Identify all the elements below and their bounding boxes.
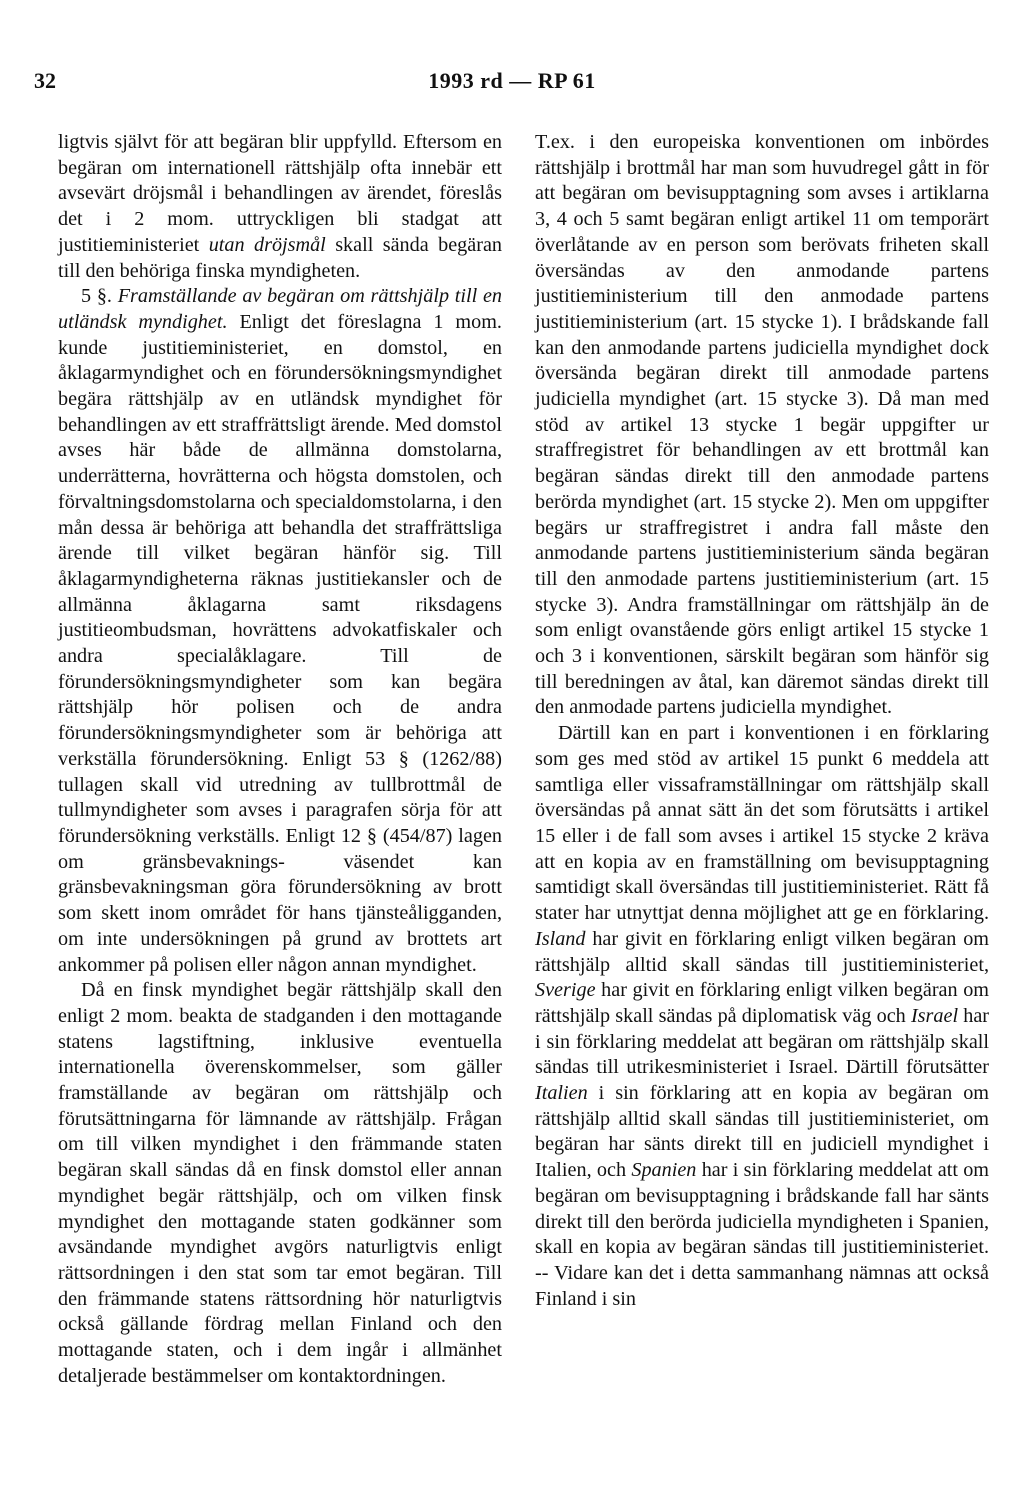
text-segment: har i sin förklaring meddelat att om begäran om bevisupptagning i brådskande fall har sänts direkt till den berörda judiciella myndigheten i Spanien, skall en kopia av begäran sändas till justitieministeriet. -- Vidare kan det i detta sammanhang nämnas att också Finland i sin (535, 1159, 990, 1310)
country-island: Island (535, 927, 586, 950)
country-spanien: Spanien (631, 1159, 697, 1182)
right-column (535, 130, 989, 1312)
text-segment: har givit en förklaring enligt vilken begäran om rättshjälp skall sändas på diplomatisk väg och (535, 979, 990, 1027)
left-column (58, 130, 502, 1389)
text-segment: i sin förklaring att en kopia av begäran om rättshjälp alltid skall sändas till justitieministeriet, om begäran har sänts direkt till en judiciell myndighet i Italien, och (535, 1082, 989, 1182)
country-israel: Israel (910, 1004, 959, 1027)
text-segment: Därtill kan en part i konventionen i en förklaring som ges med stöd av artikel 15 punkt 6 meddela att samtliga eller vissaframställningar om rättshjälp skall översändas på annat sätt än det som förutsätts i artikel 15 eller i de fall som avses i artikel 15 stycke 2 kräva att en kopia av en framställning om bevisupptagning samtidigt skall översändas till justitieministeriet. Rätt få stater har utnyttjat denna möjlighet att ge en förklaring. (535, 722, 989, 925)
left-paragraph-3: Då en finsk myndighet begär rättshjälp skall den enligt 2 mom. beakta de stadganden i den mottagande statens lagstiftning, inklusive eventuella internationella överenskommelser, som gäller framställande av begäran om rättshjälp och förutsättningarna för lämnande av rättshjälp. Frågan om till vilken myndighet i den främmande staten begäran skall sändas då en finsk domstol eller annan myndighet begär rättshjälp, och om vilken finsk myndighet den mottagande staten godkänner som avsändande myndighet avgörs naturligtvis enligt rättsordningen i den stat som tar emot begäran. Till den främmande statens rättsordning hör naturligtvis också gällande fördrag mellan Finland och den mottagande staten, och i dem ingår i allmänhet detaljerade bestämmelser om kontaktordningen. (58, 979, 502, 1387)
left-paragraph-1 (58, 130, 502, 284)
page-number: 32 (34, 68, 56, 93)
right-paragraph-1: T.ex. i den europeiska konventionen om inbördes rättshjälp i brottmål har man som huvudregel gått in för att begäran om bevisupptagning som avses i artiklarna 3, 4 och 5 samt begäran enligt artikel 11 om temporärt överlåtande av en person som berövats friheten skall översändas av den anmodande partens justitieministerium till den anmodade partens justitieministerium (art. 15 stycke 1). I brådskande fall kan den anmodande partens judiciella myndighet dock översända begäran direkt till anmodade partens judiciella myndighet (art. 15 stycke 3). Då man med stöd av artikel 13 stycke 1 begär uppgifter ur straffregistret för behandlingen av ett brottmål kan begäran sändas direkt till den anmodade partens berörda myndighet (art. 15 stycke 2). Men om uppgifter begärs ur straffregistret i andra fall måste den anmodande partens justitieministerium sända begäran till den anmodade partens justitieministerium (art. 15 stycke 3). Andra framställningar om rättshjälp än de som enligt ovanstående görs enligt artikel 15 stycke 1 och 3 i konventionen, särskilt begäran som hänför sig till beredningen av åtal, kan däremot sändas direkt till den anmodade partens judiciella myndighet. (535, 131, 989, 719)
text-segment: har givit en förklaring enligt vilken begäran om rättshjälp alltid skall sändas till justitieministeriet, (535, 927, 989, 976)
emphasis: utan dröjsmål (208, 233, 326, 256)
text-segment: skall sända begäran till den behöriga finska myndigheten. (58, 233, 502, 282)
left-paragraph-2 (58, 284, 502, 978)
text-segment: har i sin förklaring meddelat att begäran om rättshjälp skall sändas till utrikesministeriet i Israel. Därtill förutsätter (535, 1004, 990, 1079)
right-paragraph-2 (535, 721, 989, 1312)
page-header (34, 68, 990, 98)
section-number: 5 §. (81, 285, 112, 308)
running-title: 1993 rd — RP 61 (428, 68, 596, 93)
country-sverige: Sverige (535, 979, 596, 1002)
country-italien: Italien (535, 1082, 588, 1105)
text-segment: Enligt det föreslagna 1 mom. kunde justitieministeriet, en domstol, en åklagarmyndighet och en förundersökningsmyndighet begära rättshjälp av en utländsk myndighet för behandlingen av ett straffrättsligt ärende. Med domstol avses här både de allmänna domstolarna, underrätterna, hovrätterna och högsta domstolen, och förvaltningsdomstolarna och specialdomstolarna, i den mån dessa är behöriga att behandla det straffrättsliga ärende till vilket begäran hänför sig. Till åklagarmyndigheterna räknas justitiekansler och de allmänna åklagarna samt riksdagens justitieombudsman, hovrättens advokatfiskaler och andra specialåklagare. Till de förundersökningsmyndigheter som kan begära rättshjälp hör polisen och de andra förundersökningsmyndigheter som är behöriga att verkställa förundersökning. Enligt 53 § (1262/88) tullagen skall vid utredning av tullbrottmål de tullmyndigheter som avses i paragrafen sörja för att förundersökning verkställs. Enligt 12 § (454/87) lagen om gränsbevaknings- väsendet kan gränsbevakningsman göra förundersökning av brott som skett inom området för hans tjänsteåligganden, om inte undersökningen på grund av brottets art ankommer på polisen eller någon annan myndighet. (58, 310, 502, 976)
text-segment: ligtvis självt för att begäran blir uppfylld. Eftersom en begäran om internationell rättshjälp ofta innebär ett avsevärt dröjsmål i behandlingen av ärendet, föreslås det i 2 mom. uttryckligen bli stadgat att justitieministeriet (58, 131, 502, 256)
section-heading: Framställande av begäran om rättshjälp till en utländsk myndighet. (58, 285, 502, 333)
